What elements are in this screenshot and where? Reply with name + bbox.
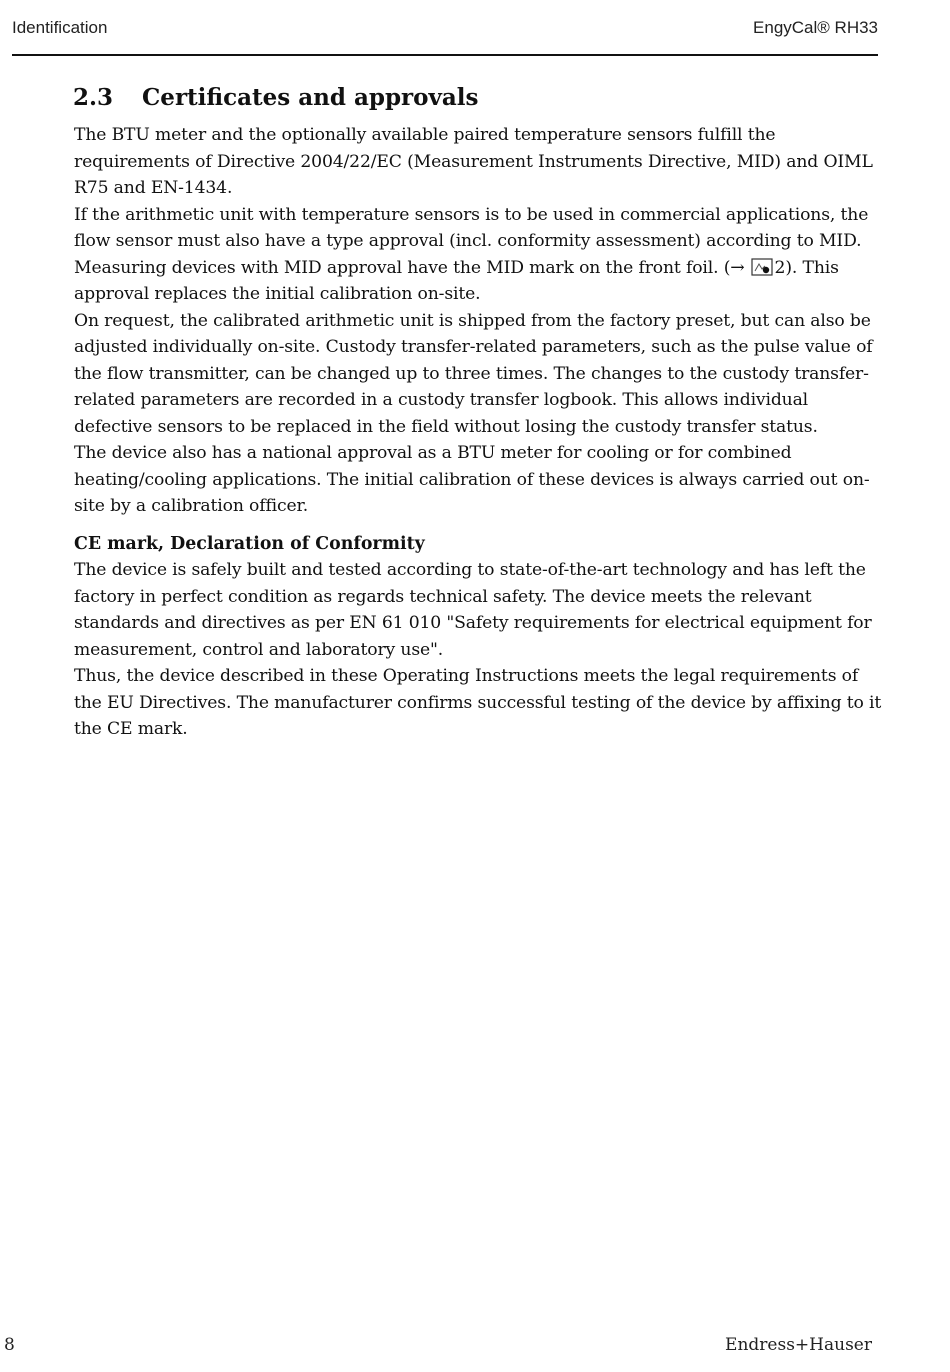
paragraph-mid-mark bbox=[74, 255, 882, 308]
mid-mark-text-after: ). This approval replaces the initial calibration on-site. bbox=[74, 257, 839, 304]
paragraph-commercial-use: If the arithmetic unit with temperature sensors is to be used in commercial applications, the flow sensor must also have a type approval (incl. conformity assessment) according to MID. bbox=[74, 204, 869, 251]
paragraph-ce-safety: The device is safely built and tested according to state-of-the-art technology and has left the factory in perfect condition as regards technical safety. The device meets the relevant standards and directives as per EN 61 010 "Safety requirements for electrical equipment for measurement, control and laboratory use". bbox=[74, 560, 872, 660]
paragraph-ce-legal: Thus, the device described in these Operating Instructions meets the legal requirements of the EU Directives. The manufacturer confirms successful testing of the device by affixing to it the CE mark. bbox=[74, 666, 882, 739]
section-number: 2.3 bbox=[73, 84, 114, 111]
mid-mark-figure-number[interactable]: 2 bbox=[774, 257, 786, 278]
paragraph-national-approval: The device also has a national approval as a BTU meter for cooling or for combined heating/cooling applications. The initial calibration of these devices is always carried out on-site by a calibration officer. bbox=[74, 443, 870, 516]
header-divider bbox=[12, 54, 878, 56]
publisher-name: Endress+Hauser bbox=[725, 1335, 872, 1355]
section-title: Certificates and approvals bbox=[142, 84, 479, 111]
paragraph-directive-compliance: The BTU meter and the optionally available paired temperature sensors fulfill the requirements of Directive 2004/22/EC (Measurement Instruments Directive, MID) and OIML R75 and EN-1434. bbox=[74, 125, 873, 198]
page-body bbox=[74, 80, 882, 743]
paragraph-calibration-custody: On request, the calibrated arithmetic unit is shipped from the factory preset, but can also be adjusted individually on-site. Custody transfer-related parameters, such as the pulse value of the flow transmitter, can be changed up to three times. The changes to the custody transfer-related parameters are recorded in a custody transfer logbook. This allows individual defective sensors to be replaced in the field without losing the custody transfer status. bbox=[74, 310, 873, 437]
page-footer bbox=[4, 1333, 872, 1357]
running-header bbox=[12, 16, 878, 40]
figure-reference-icon[interactable] bbox=[751, 258, 773, 276]
section-heading bbox=[73, 80, 882, 116]
header-product-name: EngyCal® RH33 bbox=[753, 18, 878, 37]
ce-mark-heading: CE mark, Declaration of Conformity bbox=[74, 533, 425, 554]
page-number: 8 bbox=[4, 1335, 15, 1355]
mid-mark-text-before: Measuring devices with MID approval have the MID mark on the front foil. (→ bbox=[74, 257, 745, 278]
header-section-title: Identification bbox=[12, 18, 108, 37]
